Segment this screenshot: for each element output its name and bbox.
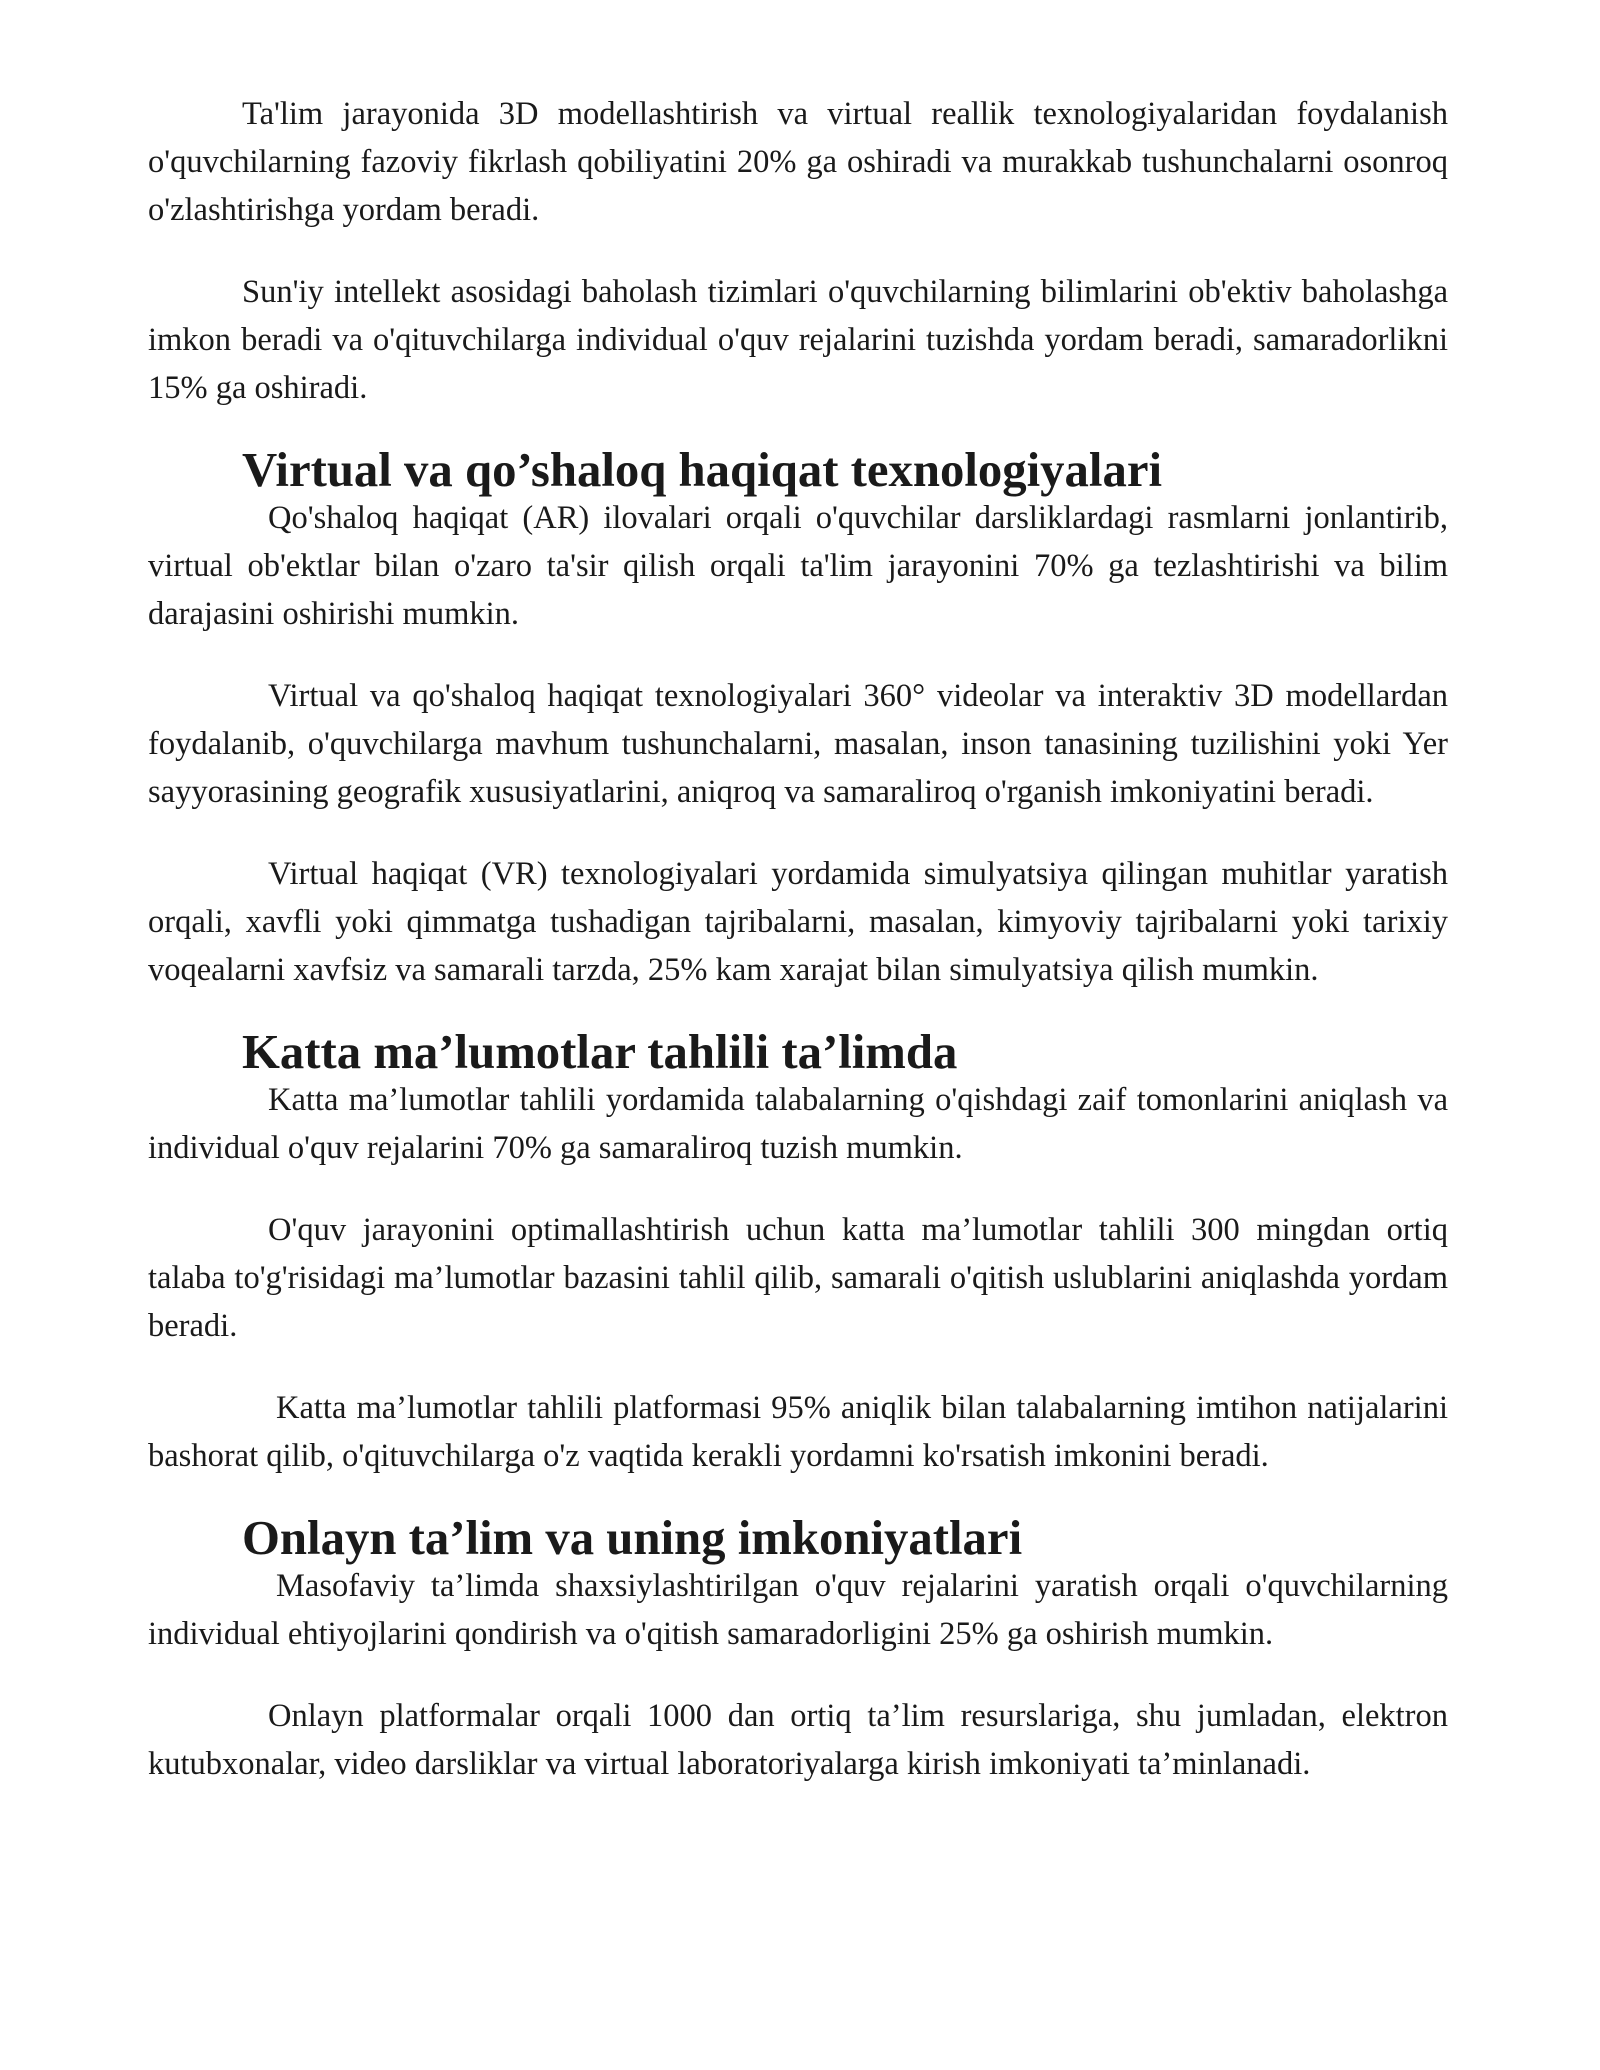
paragraph: Katta ma’lumotlar tahlili platformasi 95% aniqlik bilan talabalarning imtihon natijalarini bashorat qilib, o'qituvchilarga o'z vaqtida kerakli yordamni ko'rsatish imkonini beradi. (148, 1390, 1448, 1474)
section-heading: Virtual va qo’shaloq haqiqat texnologiyalari (242, 443, 1163, 497)
section-virtual-ar (148, 443, 1448, 994)
section-heading: Katta ma’lumotlar tahlili ta’limda (242, 1025, 958, 1079)
paragraph: Qo'shaloq haqiqat (AR) ilovalari orqali o'quvchilar darsliklardagi rasmlarni jonlantirib, virtual ob'ektlar bilan o'zaro ta'sir qilish orqali ta'lim jarayonini 70% ga tezlashtirishi va bilim darajasini oshirishi mumkin. (148, 500, 1448, 632)
paragraph: Ta'lim jarayonida 3D modellashtirish va virtual reallik texnologiyalaridan foydalanish o'quvchilarning fazoviy fikrlash qobiliyatini 20% ga oshiradi va murakkab tushunchalarni osonroq o'zlashtirishga yordam beradi. (148, 96, 1448, 228)
section-heading: Onlayn ta’lim va uning imkoniyatlari (242, 1511, 1023, 1565)
paragraph: O'quv jarayonini optimallashtirish uchun katta ma’lumotlar tahlili 300 mingdan ortiq talaba to'g'risidagi ma’lumotlar bazasini tahlil qilib, samarali o'qitish uslublarini aniqlashda yordam beradi. (148, 1212, 1448, 1344)
paragraph: Virtual va qo'shaloq haqiqat texnologiyalari 360° videolar va interaktiv 3D modellardan foydalanib, o'quvchilarga mavhum tushunchalarni, masalan, inson tanasining tuzilishini yoki Yer sayyorasining geografik xususiyatlarini, aniqroq va samaraliroq o'rganish imkoniyatini beradi. (148, 678, 1448, 810)
document-page (148, 90, 1448, 1822)
section-big-data (148, 1025, 1448, 1480)
paragraph: Onlayn platformalar orqali 1000 dan ortiq ta’lim resurslariga, shu jumladan, elektron kutubxonalar, video darsliklar va virtual laboratoriyalarga kirish imkoniyati ta’minlanadi. (148, 1698, 1448, 1782)
paragraph: Sun'iy intellekt asosidagi baholash tizimlari o'quvchilarning bilimlarini ob'ektiv baholashga imkon beradi va o'qituvchilarga individual o'quv rejalarini tuzishda yordam beradi, samaradorlikni 15% ga oshiradi. (148, 274, 1448, 406)
section-online-learning (148, 1511, 1448, 1788)
paragraph: Virtual haqiqat (VR) texnologiyalari yordamida simulyatsiya qilingan muhitlar yaratish orqali, xavfli yoki qimmatga tushadigan tajribalarni, masalan, kimyoviy tajribalarni yoki tarixiy voqealarni xavfsiz va samarali tarzda, 25% kam xarajat bilan simulyatsiya qilish mumkin. (148, 856, 1448, 988)
paragraph: Katta ma’lumotlar tahlili yordamida talabalarning o'qishdagi zaif tomonlarini aniqlash va individual o'quv rejalarini 70% ga samaraliroq tuzish mumkin. (148, 1082, 1448, 1166)
paragraph: Masofaviy ta’limda shaxsiylashtirilgan o'quv rejalarini yaratish orqali o'quvchilarning individual ehtiyojlarini qondirish va o'qitish samaradorligini 25% ga oshirish mumkin. (148, 1568, 1448, 1652)
